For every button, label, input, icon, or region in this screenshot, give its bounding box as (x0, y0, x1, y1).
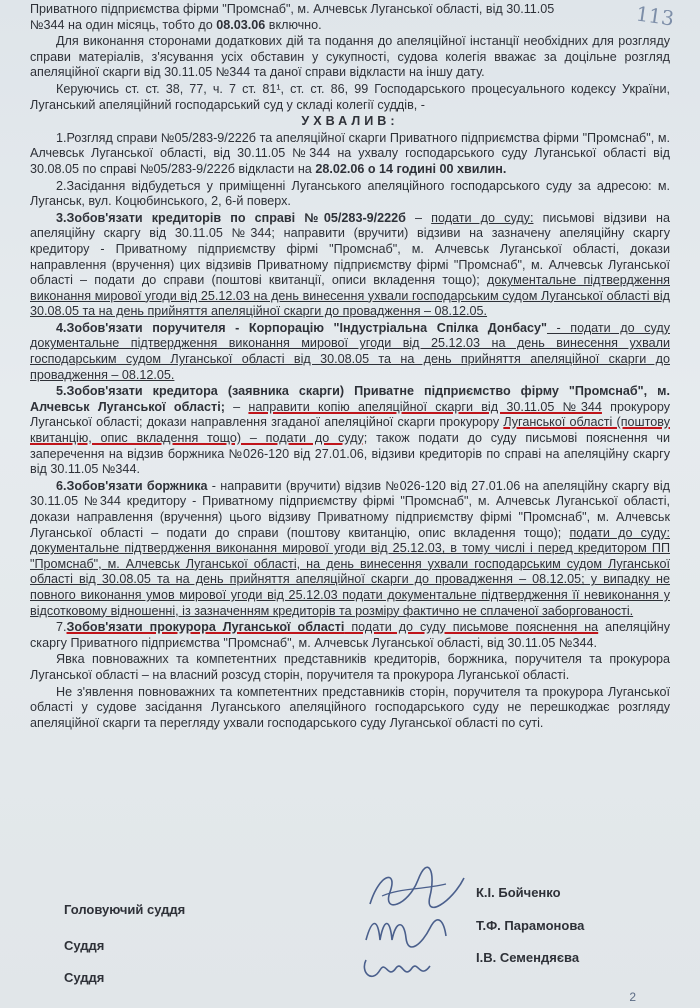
item-4: 4.Зобов'язати поручителя - Корпорацію "Індустріальна Спілка Донбасу" - подати до суду документальне підтвердження виконання мирової угоди від 25.12.03 на день винесення ухвали господарським судом Луганської області від 30.08.05 та на день прийняття апеляційної скарги до провадження – 08.12.05. (30, 320, 670, 382)
paragraph-non-appearance: Не з'явлення повноважних та компетентних представників сторін, поручителя та прокурора Луганської області у судове засідання Луганського апеляційного господарського суду не перешкоджає розгляду апеляційної скарги та перегляду ухвали господарського суду Луганської області по суті. (30, 684, 670, 730)
page-number-handwritten: 113 (634, 1, 676, 31)
signature-judge-1-icon (360, 910, 450, 950)
paragraph-attendance: Явка повноважних та компетентних представників кредиторів, боржника, поручителя та прокурора Луганської області – на власний розсуд сторін, поручителя та прокурора Луганської області. (30, 652, 670, 682)
paragraph-legal-basis: Керуючись ст. ст. 38, 77, ч. 7 ст. 81¹, ст. ст. 86, 99 Господарського процесуального кодексу України, Луганський апеляційний господарський суд у складі колегії суддів, - (30, 81, 670, 112)
judge-label-2: Суддя (64, 970, 105, 985)
paragraph-postpone: Для виконання сторонами додаткових дій та подання до апеляційної інстанції необхідних для розгляду справи матеріалів, з'ясування усіх обставин у сукупності, судова колегія вважає за доцільне розгляд апеляційної скарги від 30.11.05 №344 та даної справи відкласти на іншу дату. (30, 34, 670, 80)
judge-name-2: І.В. Семендяєва (476, 950, 580, 965)
item-1: 1.Розгляд справи №05/283-9/222б та апеляційної скарги Приватного підприємства фірми "Промснаб", м. Алчевськ Луганської області, від 30.11.05 №344 на ухвалу господарського суду Луганської області від 30.08.05 по справі №05/283-9/222б відкласти на 28.02.06 о 14 годині 00 хвилин. (30, 130, 670, 176)
signature-judge-2-icon (358, 950, 438, 990)
judge-name-1: Т.Ф. Парамонова (476, 918, 585, 933)
presiding-judge-name: К.І. Бойченко (476, 885, 561, 900)
item-5: 5.Зобов'язати кредитора (заявника скарги) Приватне підприємство фірму "Промснаб", м. Алчевськ Луганської області; – направити копію апеляційної скарги від 30.11.05 №344 прокурору Луганської області; докази направлення згаданої апеляційної скарги прокурору Луганської області (поштову квитанцію, опис вкладення тощо) – подати до суду; також подати до суду письмові пояснення чи заперечення на відзив боржника №026-120 від 27.01.06, відзиви кредиторів по справі на апеляційну скаргу від 30.11.05 №344. (30, 384, 670, 477)
item-3: 3.Зобов'язати кредиторів по справі №05/283-9/222б – подати до суду: письмові відзиви на апеляційну скаргу від 30.11.05 №344; направити (вручити) відзиви на зазначену апеляційну скаргу кредитору - Приватному підприємству фірмі "Промснаб", м. Алчевськ Луганської області, докази направлення (вручення) цих відзивів Приватному підприємству фірмі "Промснаб", м. Алчевськ Луганської області – подати до справи (поштові квитанції, описи вкладення тощо); документальне підтвердження виконання мирової угоди від 25.12.03 на день винесення ухвали господарським судом Луганської області від 30.08.05 та на день прийняття апеляційної скарги до провадження – 08.12.05. (30, 210, 670, 319)
judge-label-1: Суддя (64, 938, 105, 953)
item-7: 7.Зобов'язати прокурора Луганської області подати до суду письмове пояснення на апеляційну скаргу Приватного підприємства "Промснаб", м. Алчевськ Луганської області, від 30.11.05 №344. (30, 620, 671, 650)
resolved-heading: УХВАЛИВ: (301, 114, 399, 129)
item-6: 6.Зобов'язати боржника - направити (вручити) відзив №026-120 від 27.01.06 на апеляційну скаргу від 30.11.05 №344 кредитору - Приватному підприємству фірмі "Промснаб", м. Алчевськ Луганської області, докази направлення (вручення) цього відзиву Приватному підприємству фірмі "Промснаб", м. Алчевськ Луганської області – подати до справи (поштову квитанцію, опис вкладення тощо); подати до суду: документальне підтвердження виконання мирової угоди від 25.12.03, в тому числі і перед кредитором ПП "Промснаб", м. Алчевськ Луганської області, на день винесення ухвали господарським судом Луганської області від 30.08.05 та на день прийняття апеляційної скарги до провадження – 08.12.05; у випадку не повного виконання умов мирової угоди від 25.12.03 подати документальне підтвердження її невиконання у відсотковому відношенні, із зазначенням кредиторів та розміру фактично не сплаченої заборгованості. (30, 478, 670, 618)
corner-mark: 2 (629, 990, 636, 1004)
item-2: 2.Засідання відбудеться у приміщенні Луганського апеляційного господарського суду за адресою: м. Луганськ, вул. Коцюбинського, 2, 6-й поверх. (30, 178, 670, 209)
presiding-judge-label: Головуючий суддя (64, 902, 186, 917)
signature-presiding-icon (360, 866, 470, 914)
paragraph-intro: Приватного підприємства фірми "Промснаб", м. Алчевськ Луганської області, від 30.11.05 №344 на один місяць, тобто до 08.03.06 включно. (30, 2, 555, 32)
